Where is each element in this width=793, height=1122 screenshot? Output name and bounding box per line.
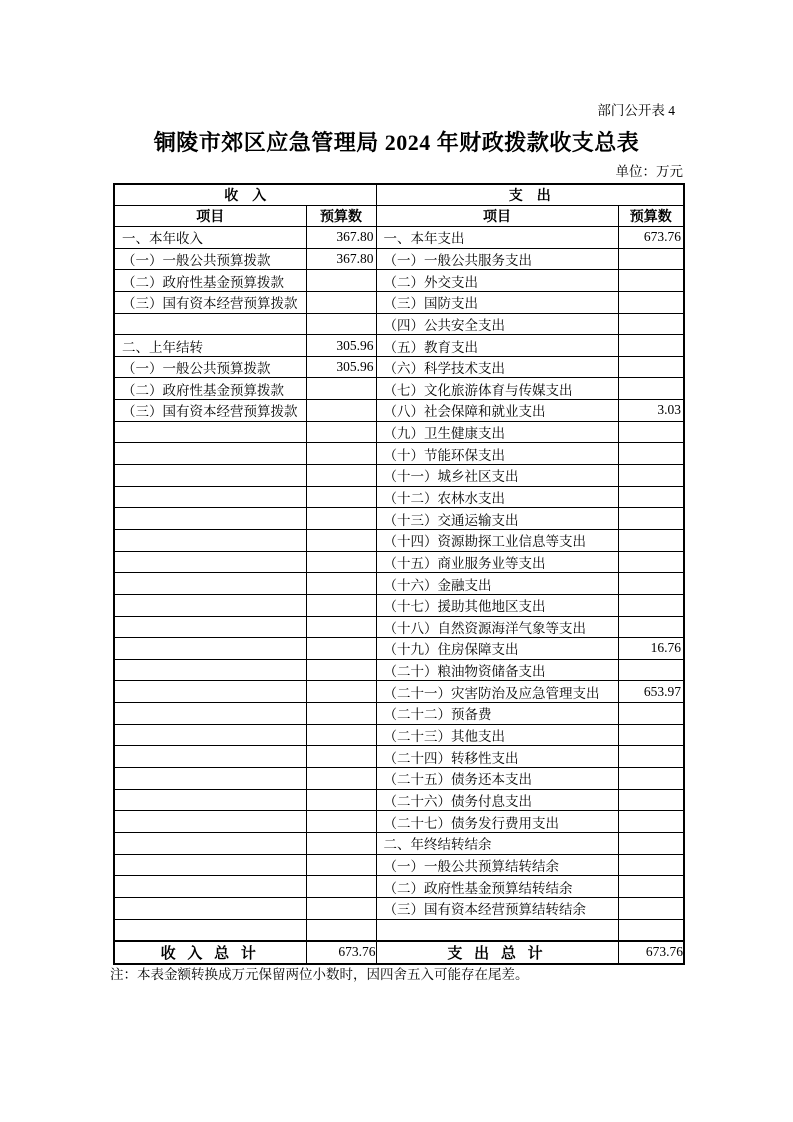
income-value-cell <box>306 789 376 811</box>
expense-value-cell <box>618 378 684 400</box>
expense-item-cell: （十三）交通运输支出 <box>376 508 618 530</box>
expense-item-cell: （二）外交支出 <box>376 270 618 292</box>
expense-value-cell <box>618 291 684 313</box>
income-value-cell <box>306 400 376 422</box>
income-value-cell <box>306 746 376 768</box>
table-row <box>114 594 684 616</box>
income-section-header: 收 入 <box>114 184 376 206</box>
income-item-col-header: 项目 <box>114 206 306 227</box>
income-value-cell <box>306 378 376 400</box>
income-item-cell: 二、上年结转 <box>114 335 306 357</box>
income-item-cell <box>114 811 306 833</box>
income-item-cell <box>114 486 306 508</box>
expense-value-cell <box>618 897 684 919</box>
expense-item-cell: （八）社会保障和就业支出 <box>376 400 618 422</box>
income-item-cell <box>114 421 306 443</box>
income-value-cell <box>306 854 376 876</box>
expense-value-cell <box>618 529 684 551</box>
expense-item-cell: （十）节能环保支出 <box>376 443 618 465</box>
income-item-cell <box>114 854 306 876</box>
expense-item-cell: （二十二）预备费 <box>376 703 618 725</box>
expense-item-cell: （二十六）债务付息支出 <box>376 789 618 811</box>
expense-item-cell: （二十四）转移性支出 <box>376 746 618 768</box>
income-item-cell: （二）政府性基金预算拨款 <box>114 270 306 292</box>
income-value-cell: 305.96 <box>306 335 376 357</box>
expense-value-cell <box>618 616 684 638</box>
income-value-cell <box>306 811 376 833</box>
expense-item-cell: （四）公共安全支出 <box>376 313 618 335</box>
expense-value-cell <box>618 421 684 443</box>
expense-value-cell: 3.03 <box>618 400 684 422</box>
table-row <box>114 486 684 508</box>
column-header-row <box>114 206 684 227</box>
expense-item-cell: （一）一般公共服务支出 <box>376 248 618 270</box>
expense-value-cell: 673.76 <box>618 227 684 249</box>
table-row <box>114 573 684 595</box>
expense-total-label: 支 出 总 计 <box>376 941 618 964</box>
table-row <box>114 313 684 335</box>
expense-value-cell <box>618 919 684 941</box>
table-row <box>114 616 684 638</box>
expense-item-cell: （五）教育支出 <box>376 335 618 357</box>
income-item-cell <box>114 443 306 465</box>
income-item-cell: （三）国有资本经营预算拨款 <box>114 400 306 422</box>
expense-item-cell: （三）国有资本经营预算结转结余 <box>376 897 618 919</box>
income-item-cell: （二）政府性基金预算拨款 <box>114 378 306 400</box>
income-value-cell <box>306 529 376 551</box>
income-value-cell: 367.80 <box>306 227 376 249</box>
expense-item-cell: （二十三）其他支出 <box>376 724 618 746</box>
table-row <box>114 421 684 443</box>
income-value-cell <box>306 876 376 898</box>
section-header-row <box>114 184 684 206</box>
table-row <box>114 724 684 746</box>
table-body <box>114 227 684 941</box>
expense-item-col-header: 项目 <box>376 206 618 227</box>
income-item-cell <box>114 724 306 746</box>
income-item-cell <box>114 508 306 530</box>
income-value-cell <box>306 681 376 703</box>
expense-item-cell: （二十七）债务发行费用支出 <box>376 811 618 833</box>
expense-value-cell <box>618 248 684 270</box>
income-value-cell <box>306 313 376 335</box>
expense-total-value: 673.76 <box>618 941 684 964</box>
income-value-cell <box>306 291 376 313</box>
income-item-cell <box>114 313 306 335</box>
doc-public-table-label: 部门公开表 4 <box>597 103 675 118</box>
expense-item-cell: （三）国防支出 <box>376 291 618 313</box>
income-item-cell <box>114 465 306 487</box>
income-value-cell: 305.96 <box>306 356 376 378</box>
table-row <box>114 227 684 249</box>
expense-item-cell: （十七）援助其他地区支出 <box>376 594 618 616</box>
expense-value-cell <box>618 811 684 833</box>
income-item-cell <box>114 551 306 573</box>
table-row <box>114 854 684 876</box>
expense-item-cell: （七）文化旅游体育与传媒支出 <box>376 378 618 400</box>
table-row <box>114 248 684 270</box>
expense-value-cell <box>618 746 684 768</box>
income-value-cell <box>306 616 376 638</box>
income-item-cell: （三）国有资本经营预算拨款 <box>114 291 306 313</box>
table-row <box>114 638 684 660</box>
table-row <box>114 703 684 725</box>
income-item-cell <box>114 832 306 854</box>
expense-value-cell <box>618 703 684 725</box>
income-value-cell <box>306 659 376 681</box>
income-item-cell: （一）一般公共预算拨款 <box>114 248 306 270</box>
table-row <box>114 746 684 768</box>
income-item-cell: 一、本年收入 <box>114 227 306 249</box>
expense-value-cell <box>618 832 684 854</box>
expense-item-cell: （十二）农林水支出 <box>376 486 618 508</box>
table-row <box>114 876 684 898</box>
expense-value-cell: 16.76 <box>618 638 684 660</box>
income-budget-col-header: 预算数 <box>306 206 376 227</box>
expense-item-cell: （六）科学技术支出 <box>376 356 618 378</box>
income-item-cell <box>114 876 306 898</box>
income-total-label: 收 入 总 计 <box>114 941 306 964</box>
table-row <box>114 400 684 422</box>
expense-item-cell: 二、年终结转结余 <box>376 832 618 854</box>
table-row <box>114 768 684 790</box>
expense-value-cell <box>618 659 684 681</box>
income-value-cell <box>306 486 376 508</box>
expense-value-cell <box>618 270 684 292</box>
income-value-cell: 367.80 <box>306 248 376 270</box>
unit-label: 单位：万元 <box>615 164 683 179</box>
income-value-cell <box>306 768 376 790</box>
table-row <box>114 335 684 357</box>
expense-item-cell: （十六）金融支出 <box>376 573 618 595</box>
expense-value-cell <box>618 594 684 616</box>
table-row <box>114 659 684 681</box>
expense-value-cell <box>618 335 684 357</box>
expense-item-cell: （十四）资源勘探工业信息等支出 <box>376 529 618 551</box>
income-item-cell <box>114 919 306 941</box>
expense-value-cell <box>618 789 684 811</box>
budget-summary-table <box>113 183 685 965</box>
table-row <box>114 832 684 854</box>
income-value-cell <box>306 421 376 443</box>
income-value-cell <box>306 508 376 530</box>
expense-item-cell: （二十）粮油物资储备支出 <box>376 659 618 681</box>
table-row <box>114 551 684 573</box>
table-row <box>114 291 684 313</box>
income-item-cell <box>114 746 306 768</box>
table-row <box>114 508 684 530</box>
expense-item-cell: （二十五）债务还本支出 <box>376 768 618 790</box>
expense-value-cell <box>618 486 684 508</box>
table-row <box>114 270 684 292</box>
page-title: 铜陵市郊区应急管理局 2024 年财政拨款收支总表 <box>153 130 640 155</box>
income-total-value: 673.76 <box>306 941 376 964</box>
table-row <box>114 789 684 811</box>
expense-item-cell: （二十一）灾害防治及应急管理支出 <box>376 681 618 703</box>
expense-item-cell: 一、本年支出 <box>376 227 618 249</box>
total-row <box>114 941 684 964</box>
table-row <box>114 897 684 919</box>
table-row <box>114 681 684 703</box>
expense-value-cell <box>618 551 684 573</box>
expense-item-cell: （十一）城乡社区支出 <box>376 465 618 487</box>
table-row <box>114 378 684 400</box>
table-row <box>114 811 684 833</box>
expense-budget-col-header: 预算数 <box>618 206 684 227</box>
expense-value-cell <box>618 313 684 335</box>
income-value-cell <box>306 919 376 941</box>
income-value-cell <box>306 270 376 292</box>
table-row <box>114 529 684 551</box>
income-item-cell <box>114 638 306 660</box>
income-item-cell <box>114 573 306 595</box>
income-value-cell <box>306 638 376 660</box>
income-value-cell <box>306 573 376 595</box>
income-item-cell <box>114 659 306 681</box>
expense-item-cell: （九）卫生健康支出 <box>376 421 618 443</box>
expense-value-cell <box>618 573 684 595</box>
income-value-cell <box>306 832 376 854</box>
expense-item-cell: （一）一般公共预算结转结余 <box>376 854 618 876</box>
expense-item-cell: （十八）自然资源海洋气象等支出 <box>376 616 618 638</box>
expense-value-cell <box>618 876 684 898</box>
income-item-cell: （一）一般公共预算拨款 <box>114 356 306 378</box>
income-value-cell <box>306 703 376 725</box>
expense-value-cell: 653.97 <box>618 681 684 703</box>
expense-value-cell <box>618 768 684 790</box>
income-item-cell <box>114 789 306 811</box>
income-value-cell <box>306 724 376 746</box>
income-value-cell <box>306 594 376 616</box>
expense-item-cell: （十五）商业服务业等支出 <box>376 551 618 573</box>
income-value-cell <box>306 443 376 465</box>
table-row <box>114 443 684 465</box>
table-row <box>114 465 684 487</box>
income-item-cell <box>114 616 306 638</box>
expense-value-cell <box>618 724 684 746</box>
income-item-cell <box>114 681 306 703</box>
expense-value-cell <box>618 443 684 465</box>
footnote: 注：本表金额转换成万元保留两位小数时，因四舍五入可能存在尾差。 <box>110 967 529 982</box>
table-row <box>114 356 684 378</box>
expense-section-header: 支 出 <box>376 184 684 206</box>
income-value-cell <box>306 551 376 573</box>
income-item-cell <box>114 529 306 551</box>
expense-value-cell <box>618 508 684 530</box>
table-row <box>114 919 684 941</box>
expense-item-cell: （二）政府性基金预算结转结余 <box>376 876 618 898</box>
income-item-cell <box>114 897 306 919</box>
income-value-cell <box>306 897 376 919</box>
expense-value-cell <box>618 854 684 876</box>
income-item-cell <box>114 703 306 725</box>
expense-item-cell: （十九）住房保障支出 <box>376 638 618 660</box>
income-item-cell <box>114 768 306 790</box>
income-value-cell <box>306 465 376 487</box>
income-item-cell <box>114 594 306 616</box>
expense-item-cell <box>376 919 618 941</box>
expense-value-cell <box>618 465 684 487</box>
expense-value-cell <box>618 356 684 378</box>
